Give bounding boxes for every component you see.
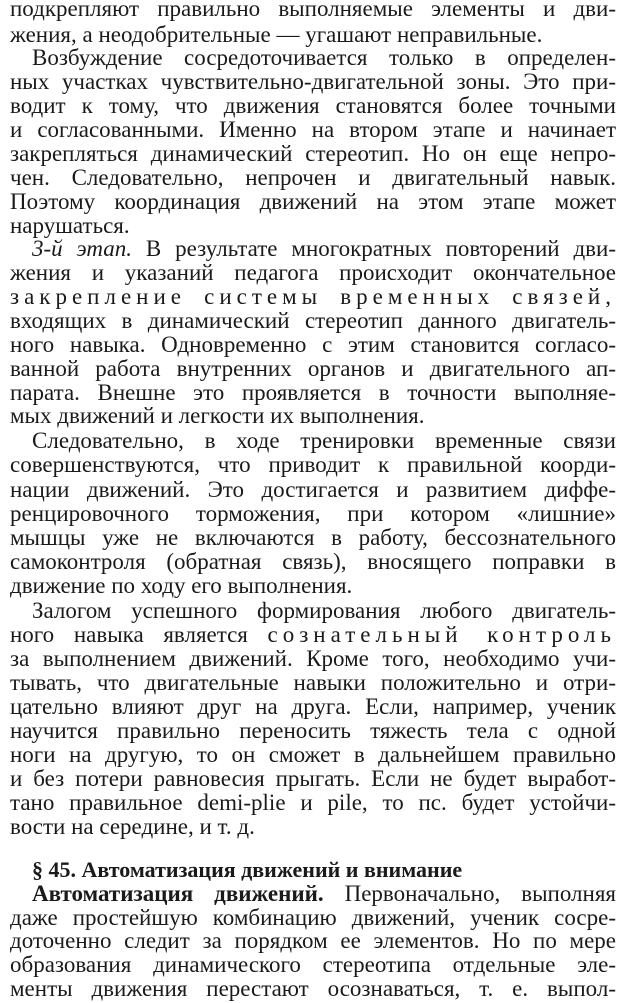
text-line: движение по ходу его выполнения. xyxy=(10,573,353,598)
text-line: мышцы уже не включаются в работу, бессознательного xyxy=(10,525,616,550)
text-line: закрепление системы временных связей, xyxy=(10,284,616,309)
text-line: Залогом успешного формирования любого двигатель- xyxy=(32,598,616,623)
text-line: нарушаться. xyxy=(10,213,130,238)
text-line: совершенствуются, что приводит к правильной коорди- xyxy=(10,452,616,477)
spaced-emphasis: сознательный контроль xyxy=(267,622,616,647)
text-line: подкрепляют правильно выполняемые элементы и дви- xyxy=(10,0,616,21)
text-line: ного навыка. Одновременно с этим становится согласо- xyxy=(10,332,616,357)
text-line: ванной работа внутренних органов и двигательного ап- xyxy=(10,356,616,381)
text-line: Следовательно, в ходе тренировки временные связи xyxy=(32,428,616,453)
text-line: и без потери равновесия прыгать. Если не будет выработ- xyxy=(10,766,616,791)
text-fragment: ного навыка является xyxy=(10,622,268,647)
text-line: самоконтроля (обратная связь), вносящего поправки в xyxy=(10,549,616,574)
text-line: жения и указаний педагога происходит окончательное xyxy=(10,260,616,285)
text-line: Поэтому координация движений на этом этапе может xyxy=(10,189,616,214)
text-line: мых движений и легкости их выполнения. xyxy=(10,403,425,428)
text-line: тывать, что двигательные навыки положительно и отри- xyxy=(10,670,616,695)
text-line: за выполнением движений. Кроме того, необходимо учи- xyxy=(10,646,616,671)
text-line: нации движений. Это достигается и развитием диффе- xyxy=(10,477,616,502)
text-line: водит к тому, что движения становятся более точными xyxy=(10,93,616,118)
text-line: ноги на другую, то он сможет в дальнейшем правильно xyxy=(10,742,616,767)
text-line: доточенно следит за порядком ее элементов. Но по мере xyxy=(10,928,616,953)
text-line: жения, а неодобрительные — угашают неправильные. xyxy=(10,22,543,47)
stage-label: 3-й этап. xyxy=(32,236,133,261)
text-line: вости на середине, и т. д. xyxy=(10,814,255,839)
lead-bold: Автоматизация движений. xyxy=(32,881,324,906)
text-line: даже простейшую комбинацию движений, ученик сосре- xyxy=(10,905,616,930)
text-line: образования динамического стереотипа отдельные эле- xyxy=(10,952,616,977)
text-line: менты движения перестают осознаваться, т. е. выпол- xyxy=(10,976,616,1001)
text-line: Возбуждение сосредоточивается только в определен- xyxy=(32,45,616,70)
text-line: парата. Внешне это проявляется в точности выполняе- xyxy=(10,380,616,405)
text-line: научится правильно переносить тяжесть тела с одной xyxy=(10,718,616,743)
text-line: цательно влияют друг на друга. Если, например, ученик xyxy=(10,694,616,719)
text-line: входящих в динамический стереотип данного двигатель- xyxy=(10,308,616,333)
text-line: ных участках чувствительно-двигательной зоны. Это при- xyxy=(10,69,616,94)
text-line: закрепляться динамический стереотип. Но он еще непро- xyxy=(10,141,616,166)
stage-text: В результате многократных повторений дви- xyxy=(132,236,616,261)
text-line: и согласованными. Именно на втором этапе и начинает xyxy=(10,117,616,142)
section-heading: § 45. Автоматизация движений и внимание xyxy=(32,857,463,882)
text-line: ренцировочного торможения, при котором «лишние» xyxy=(10,501,616,526)
lead-text: Первоначально, выполняя xyxy=(323,881,616,906)
text-line: чен. Следовательно, непрочен и двигательный навык. xyxy=(10,165,616,190)
text-line: тано правильное demi-plie и pile, то пс. будет устойчи- xyxy=(10,790,616,815)
